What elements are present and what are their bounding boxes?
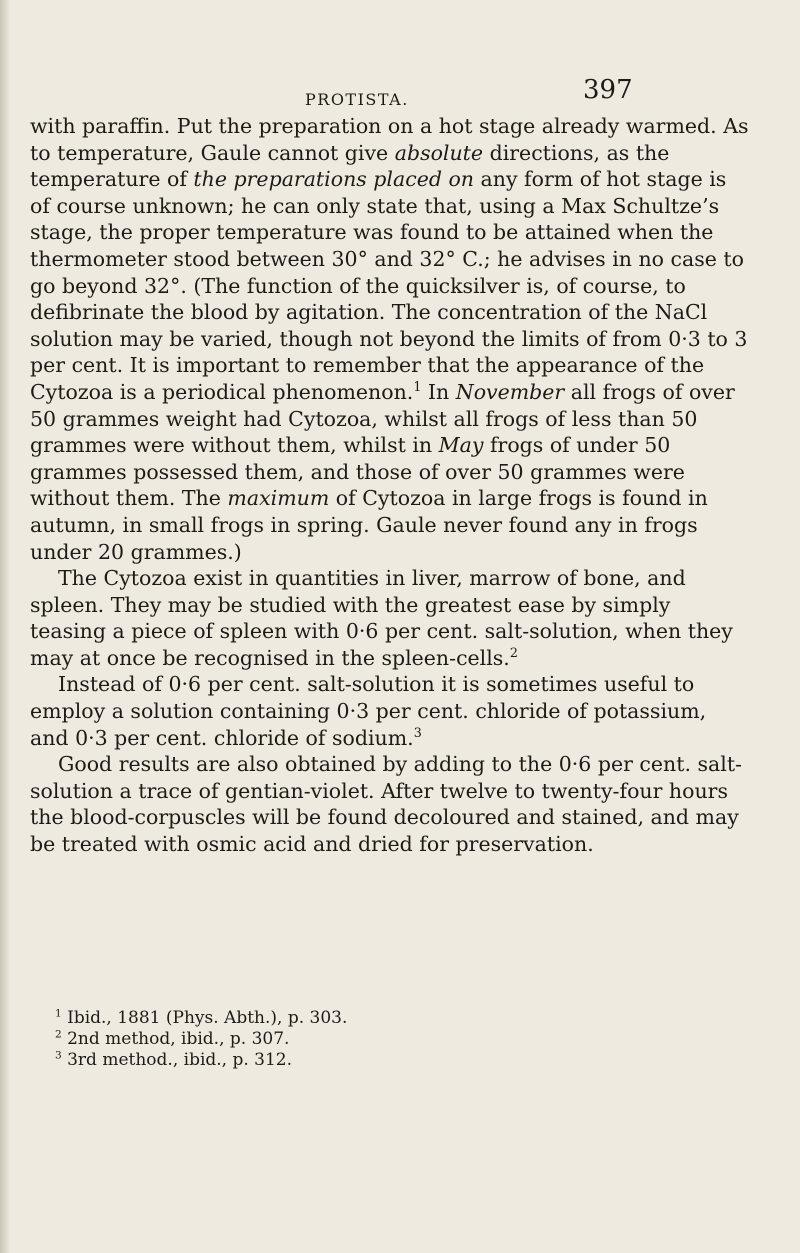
emphasis-november: November [455,379,565,404]
emphasis-preparations-placed: the preparations placed on [193,167,475,192]
footnote-ref-2[interactable]: 2 [509,645,518,661]
running-head: PROTISTA. [305,90,409,109]
footnote-ref-3[interactable]: 3 [413,724,422,740]
footnote-2 [55,1029,347,1050]
footnote-1 [55,1008,347,1029]
footnote-mark: 1 [55,1007,62,1020]
paragraph-1: with paraffin. Put the preparation on a hot stage already warmed. As to temperature, Gaule cannot give absolute directions, as the temperature of the preparations placed on any form of hot stage is of course unknown; he can only state that, using a Max Schultze’s stage, the proper temperature was found to be attained when the thermometer stood between 30° and 32° C.; he advises in no case to go beyond 32°. (The function of the quicksilver is, of course, to defibrinate the blood by agitation. The concentration of the NaCl solution may be varied, though not beyond the limits of from 0·3 to 3 per cent. It is important to remember that the appearance of the Cytozoa is a periodical phenomenon.$^1$ In November all frogs of over 50 grammes weight had Cytozoa, whilst all frogs of less than 50 grammes were without them, whilst in May frogs of under 50 grammes possessed them, and those of over 50 grammes were without them. The maximum of Cytozoa in large frogs is found in autumn, in small frogs in spring. Gaule never found any in frogs under 20 grammes.) [30,114,749,564]
emphasis-maximum: maximum [227,486,330,511]
footnote-3 [55,1050,347,1071]
paragraph-2: The Cytozoa exist in quantities in liver, marrow of bone, and spleen. They may be studied with the greatest ease by simply teasing a piece of spleen with 0·6 per cent. salt-solution, when they may at once be recognised in the spleen-cells.$^2$ [30,566,733,670]
paragraph-3: Instead of 0·6 per cent. salt-solution it is sometimes useful to employ a solution containing 0·3 per cent. chloride of potassium, and 0·3 per cent. chloride of sodium.$^3$ [30,672,707,750]
paragraph-4: Good results are also obtained by adding to the 0·6 per cent. salt-solution a trace of gentian-violet. After twelve to twenty-four hours the blood-corpuscles will be found decoloured and stained, and may be treated with osmic acid and dried for preservation. [30,752,742,857]
footnote-text: 2nd method, ibid., p. 307. [67,1029,290,1049]
page-edge-shadow [0,0,10,1253]
page-number: 397 [583,75,633,105]
emphasis-absolute: absolute [394,140,484,165]
footnote-text: 3rd method., ibid., p. 312. [67,1050,293,1070]
footnote-mark: 3 [55,1049,62,1062]
page-header [0,72,800,112]
body-text [30,113,750,858]
footnotes [55,1008,347,1071]
emphasis-may: May [438,433,484,458]
footnote-ref-1[interactable]: 1 [413,379,422,395]
footnote-text: Ibid., 1881 (Phys. Abth.), p. 303. [67,1008,348,1028]
footnote-mark: 2 [55,1028,62,1041]
